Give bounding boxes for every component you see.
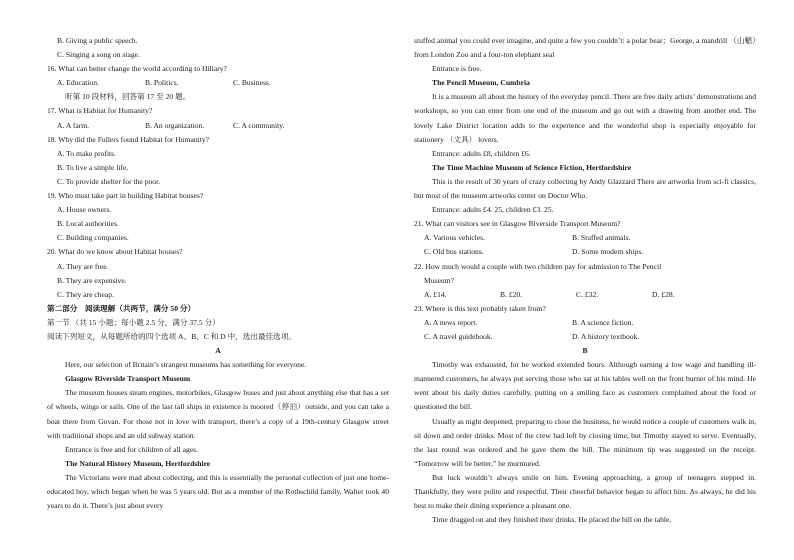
q17-stem: 17. What is Habitat for Humanity? [47,106,153,116]
listening-note: 听第 10 段材料，回答第 17 至 20 题。 [65,92,191,102]
q16-option-b: B. Politics. [145,78,179,88]
museum-1-entrance: Entrance is free and for children of all ages. [65,444,199,454]
passage-a-intro: Here, our selection of Britain’s strangest museums has something for everyone. [65,360,307,370]
q16-stem: 16. What can better change the world according to Hillary? [47,64,227,74]
q22-option-b: B. £20. [500,289,523,299]
q21-stem: 21. What can visitors see in Glasgow Riverside Transport Museum? [414,219,621,229]
q15-option-c: C. Singing a song on stage. [57,50,140,60]
museum-2-text-continued: stuffed animal you could ever imagine, and quite a few you couldn’t: a polar bear；George, a mandrill （山魈）from London Zoo and a four-ton elephant seal [414,36,756,60]
museum-2-entrance: Entrance is free. [432,64,482,74]
q17-option-c: C. A community. [233,120,285,130]
q19-option-c: C. Building companies. [57,233,129,243]
passage-b-paragraph-4: Time dragged on and they finished their drinks. He placed the bill on the table, [432,515,672,525]
q23-option-c: C. A travel guidebook. [424,331,493,341]
q16-options [47,76,389,90]
q19-option-a: A. House owners. [57,205,112,215]
q22-option-d: D. £28. [652,289,675,299]
museum-4-title: The Time Machine Museum of Science Fiction, Hertfordshire [432,162,632,172]
q22-options [414,288,756,302]
museum-3-title: The Pencil Museum, Cumbria [432,78,530,88]
q23-options-row1 [414,316,756,330]
q23-option-a: A. A news report. [424,317,478,327]
q23-options-row2 [414,330,756,344]
reading-instructions: 阅读下列短文，从每题所给的四个选项 A、B、C 和 D 中，选出最佳选项。 [47,331,296,341]
museum-1-title: Glasgow Riverside Transport Museum [65,374,191,384]
q22-stem-line2: Museum? [424,275,454,285]
museum-3-text: It is a museum all about the history of the everyday pencil. There are free daily artists’ demonstrations and workshops, so you can enter from one end of the museum and go out with a drawing from another end. The lovely Lake District location adds to the experience and the wonderful shop is especially enjoyable for stationery （文具） lovers. [414,92,756,144]
q16-option-a: A. Education. [57,78,99,88]
q21-option-a: A. Various vehicles. [424,233,486,243]
left-column [47,34,389,513]
q23-stem: 23. Where is this text probably taken from? [414,303,546,313]
q20-option-b: B. They are expensive. [57,275,127,285]
museum-3-entrance: Entrance: adults £8, children £6. [432,148,531,158]
q18-option-b: B. To live a simple life. [57,162,129,172]
q19-stem: 19. Who must take part in building Habitat houses? [47,191,204,201]
q21-option-b: B. Stuffed animals. [572,233,631,243]
museum-2-title: The Natural History Museum, Hertfordshire [65,458,211,468]
q19-option-b: B. Local authorities. [57,219,119,229]
q21-option-d: D. Some modern ships. [572,247,644,257]
section1-title: 第一节 （共 15 小题；每小题 2.5 分，满分 37.5 分） [47,317,220,327]
part2-title: 第二部分 阅读理解（共两节，满分 50 分） [47,303,196,313]
right-column [414,34,756,527]
passage-a-label: A [215,346,221,356]
q17-option-a: A. A farm. [57,120,90,130]
passage-b-paragraph-3: But luck wouldn’t always smile on him. Evening approaching, a group of teenagers stepped in. Thankfully, they were polite and respectful. Their cheerful behavior began to affect him. As always, he did his best to make their dining experience a pleasant one. [414,472,756,511]
museum-4-entrance: Entrance: adults £4. 25, children £3. 25. [432,205,554,215]
q20-stem: 20. What do we know about Habitat houses? [47,247,183,257]
museum-4-text: This is the result of 30 years of crazy collecting by Andy Glazzard There are artworks from sci-fi classics, but most of the museum artworks center on Doctor Who. [414,176,756,201]
q21-option-c: C. Old bus stations. [424,247,484,257]
museum-2-text: The Victorians were mad about collecting, and this is essentially the personal collection of just one home-educated boy, which began when he was 5 years old. But as a member of the Rothschild family, Walter took 40 years to do it. There’s just about every [47,472,389,511]
q16-option-c: C. Business. [233,78,271,88]
q23-option-d: D. A history textbook. [572,331,640,341]
q21-options-row2 [414,245,756,259]
q22-option-a: A. £14. [424,289,447,299]
passage-b-label: B [582,346,588,356]
q20-option-c: C. They are cheap. [57,289,114,299]
q18-stem: 18. Why did the Fullers found Habitat for Humanity? [47,134,210,144]
q20-option-a: A. They are free. [57,261,109,271]
q17-option-b: B. An organization. [145,120,205,130]
q22-option-c: C. £32. [576,289,599,299]
q21-options-row1 [414,231,756,245]
q15-option-b: B. Giving a public speech. [57,36,138,45]
museum-1-text: The museum houses steam engines, motorbikes, Glasgow buses and just about anything else that has a set of wheels, wings or sails. One of the last tall ships in existence is moored（停泊）outside, and you can take a boat there from Govan. For those not in love with transport, there’s a copy of a 19th-century Glasgow street with traditional shops and an old subway station. [47,388,389,440]
q18-option-c: C. To provide shelter for the poor. [57,176,161,186]
passage-b-paragraph-2: Usually as night deepened, preparing to close the business, he would notice a couple of customers walk in, sit down and order drinks. Most of the crew had left by closing time, but Timothy stayed to serve. Eventually, the last round was ordered and he gave them the bill. The minimum tip was suggested on the receipt. “Tomorrow will be better,” he murmured. [414,416,756,468]
q18-option-a: A. To make profits. [57,148,117,158]
q17-options [47,119,389,133]
q22-stem-line1: 22. How much would a couple with two children pay for admission to The Pencil [414,261,662,271]
passage-b-paragraph-1: Timothy was exhausted, for he worked extended hours. Although earning a low wage and handling ill-mannered customers, he always put serving those who sat at his tables well on the front burner of his mind. He went about his daily duties carefully, putting on a smiling face as customers complained about the food or questioned the bill. [414,360,756,412]
q23-option-b: B. A science fiction. [572,317,634,327]
